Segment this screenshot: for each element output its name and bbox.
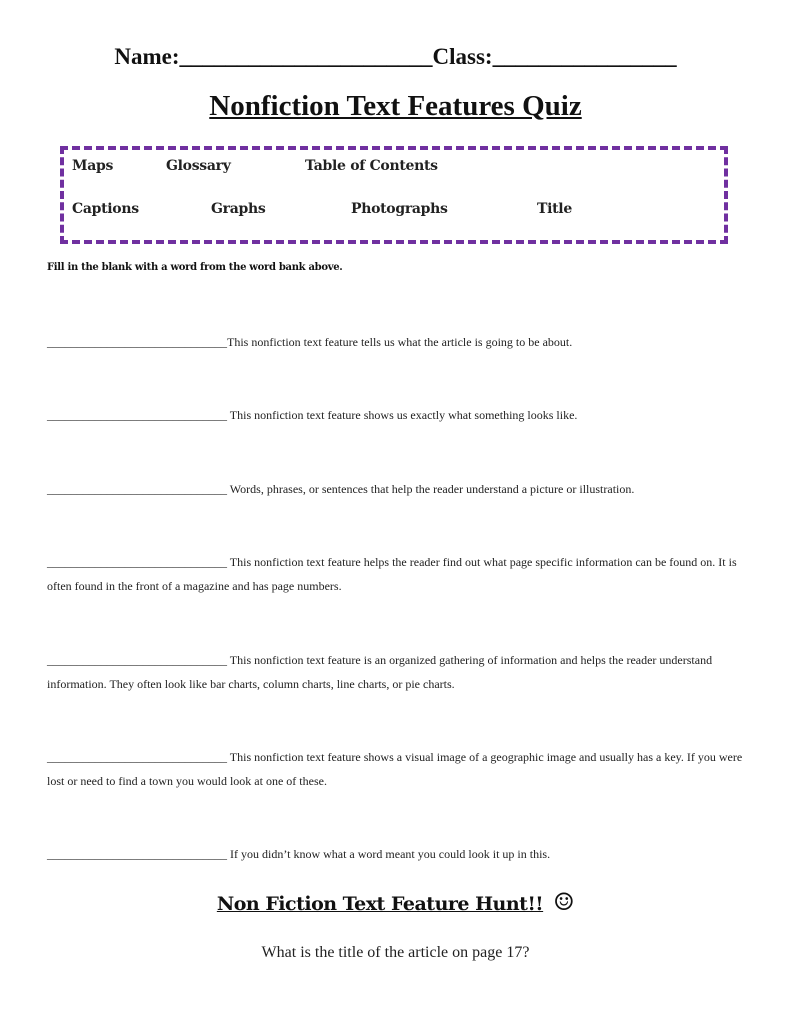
word-bank-maps: Maps (72, 158, 114, 174)
question-text: This nonfiction text feature is an organized gathering of information and helps the reader understand information. They often look like bar charts, column charts, line charts, or pie charts. (47, 653, 713, 691)
answer-blank[interactable]: ______________________________ (47, 335, 227, 349)
question-7 (47, 842, 747, 866)
question-1 (47, 330, 747, 354)
answer-blank[interactable]: ______________________________ (47, 847, 230, 861)
question-4 (47, 550, 747, 598)
answer-blank[interactable]: ______________________________ (47, 408, 230, 422)
answer-blank[interactable]: ______________________________ (47, 482, 230, 496)
question-text: If you didn’t know what a word meant you could look it up in this. (230, 847, 551, 861)
question-2 (47, 403, 747, 427)
question-3 (47, 477, 747, 501)
answer-blank[interactable]: ______________________________ (47, 750, 230, 764)
hunt-question: What is the title of the article on page 17? (261, 944, 530, 961)
word-bank-graphs: Graphs (211, 201, 266, 217)
word-bank-title: Title (537, 201, 572, 217)
word-bank-photographs: Photographs (351, 201, 448, 217)
instructions: Fill in the blank with a word from the word bank above. (47, 262, 343, 273)
question-6 (47, 745, 747, 793)
hunt-title: Non Fiction Text Feature Hunt!! (216, 893, 544, 915)
page-title: Nonfiction Text Features Quiz (209, 90, 582, 122)
question-text: This nonfiction text feature helps the reader find out what page specific information can be found on. It is often found in the front of a magazine and has page numbers. (47, 555, 737, 593)
smiley-icon: ☺ (553, 888, 575, 916)
word-bank (60, 146, 728, 244)
question-text: Words, phrases, or sentences that help the reader understand a picture or illustration. (229, 482, 635, 496)
question-5 (47, 648, 747, 696)
answer-blank[interactable]: ______________________________ (47, 555, 230, 569)
question-text: This nonfiction text feature shows a visual image of a geographic image and usually has a key. If you were lost or need to find a town you would look at one of these. (47, 750, 743, 788)
hunt-heading (0, 888, 791, 916)
question-text: This nonfiction text feature tells us what the article is going to be about. (227, 335, 573, 349)
word-bank-glossary: Glossary (166, 158, 231, 174)
question-text: This nonfiction text feature shows us exactly what something looks like. (229, 408, 578, 422)
word-bank-table-of-contents: Table of Contents (305, 158, 438, 174)
answer-blank[interactable]: ______________________________ (47, 653, 230, 667)
word-bank-captions: Captions (72, 201, 139, 217)
name-class-line: Name:______________________Class:________________ (114, 44, 677, 69)
